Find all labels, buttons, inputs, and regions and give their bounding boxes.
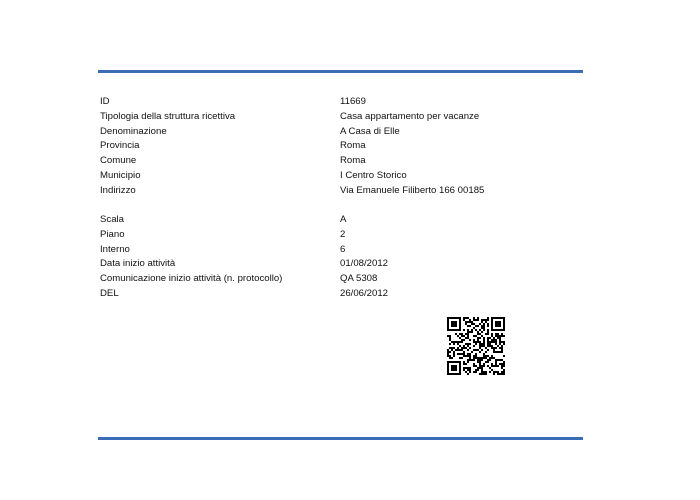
bottom-divider [98,437,583,440]
location-activity-section [100,213,500,302]
value-data-inizio: 01/08/2012 [340,258,389,270]
value-indirizzo: Via Emanuele Filiberto 166 00185 [340,184,485,196]
row-provincia [100,139,500,154]
label-del: DEL [100,287,119,299]
value-municipio: I Centro Storico [340,169,407,181]
value-provincia: Roma [340,140,366,152]
value-comune: Roma [340,155,366,167]
row-tipologia [100,110,500,125]
value-interno: 6 [340,243,346,255]
label-scala: Scala [100,214,124,225]
row-interno [100,243,500,258]
value-piano: 2 [340,228,346,240]
label-comune: Comune [100,155,137,167]
label-denominazione: Denominazione [100,125,167,137]
value-id: 11669 [340,96,366,107]
label-municipio: Municipio [100,169,141,181]
row-denominazione [100,125,500,140]
value-tipologia: Casa appartamento per vacanze [340,110,480,122]
top-divider [98,70,583,73]
value-denominazione: A Casa di Elle [340,125,400,137]
row-data-inizio [100,257,500,272]
row-comunicazione [100,272,500,287]
label-data-inizio: Data inizio attività [100,258,176,270]
label-comunicazione: Comunicazione inizio attività (n. protocollo) [100,273,283,285]
row-municipio [100,169,500,184]
label-provincia: Provincia [100,140,140,152]
label-indirizzo: Indirizzo [100,184,136,196]
qr-code-icon [447,317,505,375]
label-piano: Piano [100,228,125,240]
structure-info-section [100,95,500,199]
row-indirizzo [100,184,500,199]
row-comune [100,154,500,169]
row-id [100,95,500,110]
value-del: 26/06/2012 [340,287,389,299]
value-comunicazione: QA 5308 [340,273,378,285]
label-id: ID [100,96,110,107]
value-scala: A [340,214,347,225]
label-tipologia: Tipologia della struttura ricettiva [100,110,236,122]
label-interno: Interno [100,243,130,255]
row-scala [100,213,500,228]
row-del [100,287,500,302]
row-piano [100,228,500,243]
